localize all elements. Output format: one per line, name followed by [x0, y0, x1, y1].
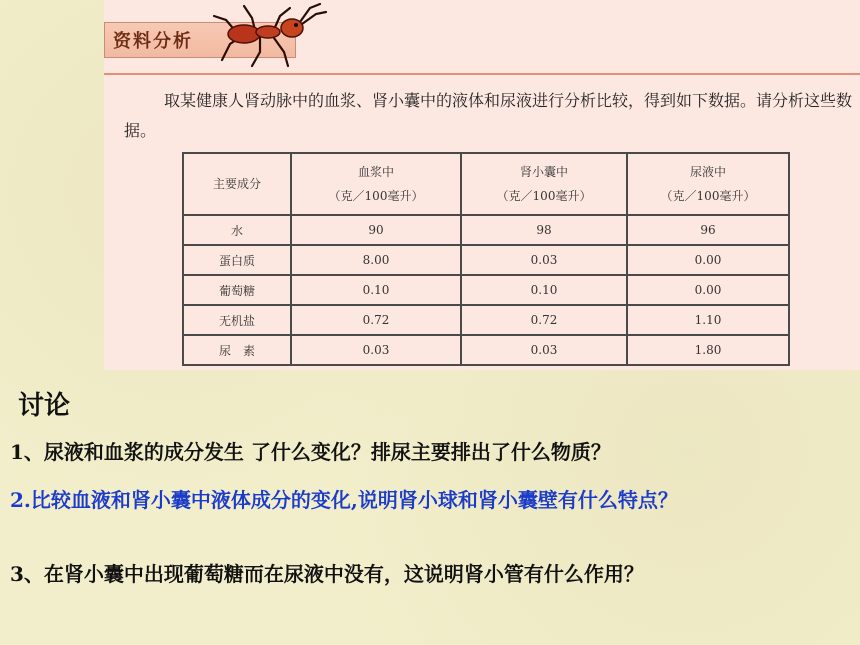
table-cell: 水: [183, 215, 291, 245]
table-cell: 0.03: [461, 335, 627, 365]
table-cell: 98: [461, 215, 627, 245]
header-cell: [291, 153, 461, 215]
table-cell: 0.00: [627, 245, 789, 275]
header-name: 肾小囊中: [519, 165, 568, 179]
table-cell: 8.00: [291, 245, 461, 275]
table-cell: 1.80: [627, 335, 789, 365]
table-row: [183, 335, 789, 365]
table-cell: 90: [291, 215, 461, 245]
table-row: [183, 305, 789, 335]
discussion-heading: 讨论: [18, 391, 71, 421]
header-name: 尿液中: [689, 165, 726, 179]
intro-text: 取某健康人肾动脉中的血浆、肾小囊中的液体和尿液进行分析比较，得到如下数据。请分析这些数据。: [124, 91, 853, 140]
table-row: [183, 245, 789, 275]
header-cell: [461, 153, 627, 215]
header-cell: [627, 153, 789, 215]
table-cell: 0.00: [627, 275, 789, 305]
data-analysis-figure: [104, 0, 860, 370]
table-cell: 0.10: [461, 275, 627, 305]
header-unit: （克／100毫升）: [328, 189, 424, 203]
table-row: [183, 215, 789, 245]
composition-table: [182, 152, 790, 366]
table-cell: 96: [627, 215, 789, 245]
table-cell: 无机盐: [183, 305, 291, 335]
table-cell: 蛋白质: [183, 245, 291, 275]
table-cell: 0.03: [291, 335, 461, 365]
header-unit: （克／100毫升）: [660, 189, 756, 203]
table-cell: 1.10: [627, 305, 789, 335]
banner-title: 资料分析: [113, 31, 193, 52]
table-cell: 0.03: [461, 245, 627, 275]
question-3: 3、在肾小囊中出现葡萄糖而在尿液中没有，这说明肾小管有什么作用？: [10, 562, 644, 586]
header-name: 血浆中: [357, 165, 394, 179]
table-row: [183, 275, 789, 305]
header-cell: [183, 153, 291, 215]
header-unit: （克／100毫升）: [496, 189, 592, 203]
question-1: 1、尿液和血浆的成分发生 了什么变化？排尿主要排出了什么物质？: [10, 440, 611, 464]
ant-icon: [208, 0, 328, 70]
banner-rule: [104, 73, 860, 75]
table-cell: 尿 素: [183, 335, 291, 365]
table-cell: 0.72: [461, 305, 627, 335]
header-name: 主要成分: [212, 177, 261, 191]
table-cell: 葡萄糖: [183, 275, 291, 305]
question-2: 2.比较血液和肾小囊中液体成分的变化,说明肾小球和肾小囊壁有什么特点？: [10, 488, 678, 512]
table-header-row: [183, 153, 789, 215]
table-cell: 0.72: [291, 305, 461, 335]
table-cell: 0.10: [291, 275, 461, 305]
